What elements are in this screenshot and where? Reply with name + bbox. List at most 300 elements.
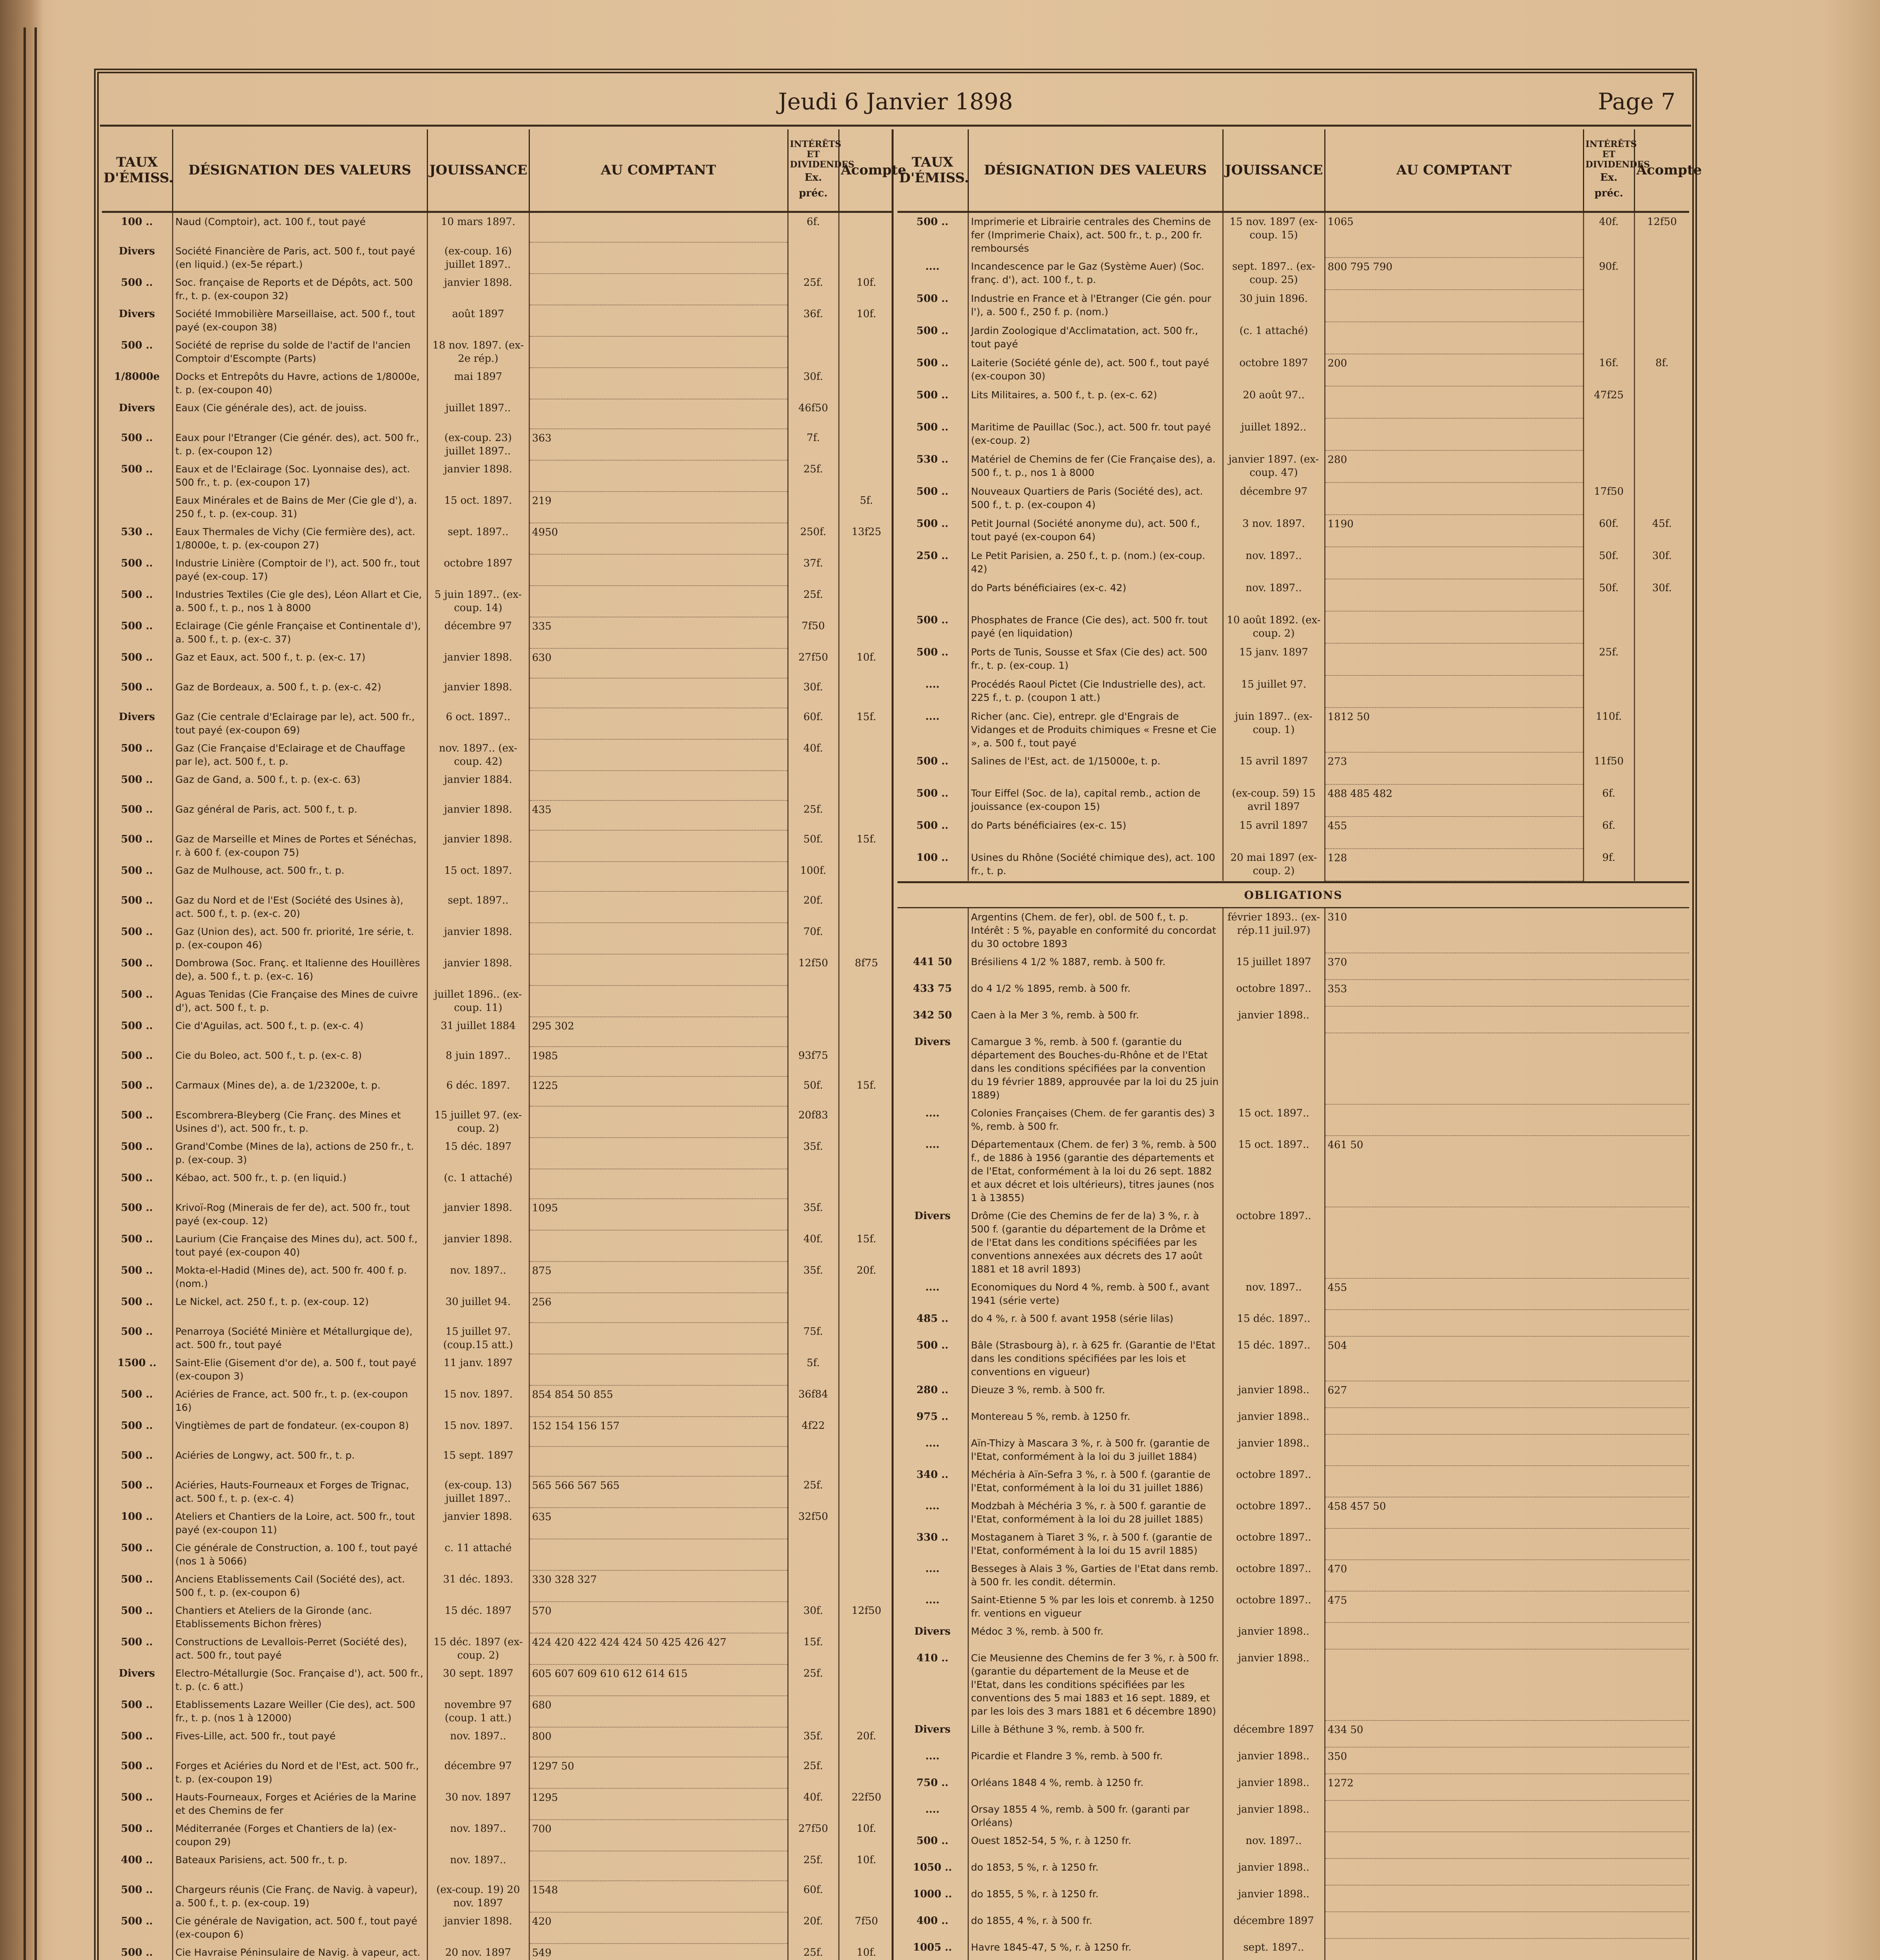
- row-prices: [529, 739, 788, 771]
- row-taux: 500 ..: [102, 1757, 172, 1788]
- row-prices: [1325, 1033, 1689, 1104]
- row-prices: [529, 1138, 788, 1169]
- row-jouissance: 30 juillet 94.: [427, 1293, 529, 1323]
- row-jouissance: (ex-coup. 13) juillet 1897..: [427, 1476, 529, 1508]
- row-ex-prec: 25f.: [788, 1476, 839, 1508]
- row-jouissance: janvier 1898..: [1223, 1408, 1325, 1434]
- page-date: Jeudi 6 Janvier 1898: [778, 88, 1013, 115]
- row-jouissance: (ex-coup. 23) juillet 1897..: [427, 429, 529, 460]
- row-ex-prec: 60f.: [1583, 515, 1634, 547]
- table-row: [102, 242, 894, 274]
- table-row: [897, 450, 1689, 483]
- table-row: [102, 1047, 894, 1076]
- page-header: [100, 76, 1691, 123]
- row-prices: 363: [529, 429, 788, 460]
- table-row: [897, 1104, 1689, 1136]
- table-row: [897, 579, 1689, 611]
- row-ex-prec: 27f50: [788, 648, 839, 678]
- row-designation: Phosphates de France (Cie des), act. 500 fr. tout payé (en liquidation): [968, 611, 1223, 643]
- table-row: [102, 1602, 894, 1633]
- row-designation: Dieuze 3 %, remb. à 500 fr.: [968, 1381, 1223, 1408]
- row-taux: 1050 ..: [897, 1858, 968, 1885]
- row-prices: 605 607 609 610 612 614 615: [529, 1664, 788, 1696]
- row-jouissance: 15 oct. 1897..: [1223, 1136, 1325, 1207]
- row-acompte: 7f50: [855, 1915, 878, 1927]
- row-prices: [1325, 1858, 1689, 1885]
- row-acompte: [839, 1757, 894, 1788]
- row-designation: Procédés Raoul Pictet (Cie Industrielle des), act. 225 f., t. p. (coupon 1 att.): [968, 675, 1223, 708]
- row-acompte: [839, 1047, 894, 1076]
- table-row: [897, 1006, 1689, 1033]
- row-designation: Aciéries de France, act. 500 fr., t. p. (ex-coupon 16): [172, 1385, 427, 1417]
- table-row: [897, 1278, 1689, 1310]
- row-ex-prec: 60f.: [788, 708, 839, 739]
- row-jouissance: 20 nov. 1897: [427, 1944, 529, 1960]
- table-row: [102, 1570, 894, 1602]
- table-row: [102, 954, 894, 985]
- row-acompte: 10f.: [856, 1854, 876, 1866]
- row-prices: [529, 771, 788, 800]
- row-taux: 500 ..: [102, 1138, 172, 1169]
- col-interets: INTÉRÊTS ET DIVIDENDES: [1585, 139, 1650, 170]
- row-prices: [1325, 675, 1583, 708]
- row-jouissance: 15 nov. 1897 (ex-coup. 15): [1223, 212, 1325, 258]
- row-prices: [529, 399, 788, 429]
- row-prices: 1295: [529, 1788, 788, 1820]
- table-row: [102, 1017, 894, 1047]
- row-prices: 256: [529, 1293, 788, 1323]
- table-row: [897, 1591, 1689, 1622]
- row-prices: [529, 862, 788, 891]
- row-prices: 455: [1325, 1278, 1689, 1310]
- row-acompte: 8f.: [1655, 357, 1669, 369]
- table-row: [102, 771, 894, 800]
- row-taux: 500 ..: [102, 1076, 172, 1106]
- row-acompte: [839, 800, 894, 830]
- row-prices: [529, 554, 788, 586]
- row-jouissance: janvier 1898..: [1223, 1858, 1325, 1885]
- row-taux: 500 ..: [102, 771, 172, 800]
- row-prices: [529, 368, 788, 399]
- row-taux: 1/8000e: [102, 368, 172, 399]
- row-ex-prec: 32f50: [788, 1508, 839, 1539]
- table-row: [102, 1446, 894, 1476]
- row-jouissance: 20 mai 1897 (ex-coup. 2): [1223, 849, 1325, 881]
- row-acompte: [839, 739, 894, 771]
- row-jouissance: 15 sept. 1897: [427, 1446, 529, 1476]
- row-designation: Eaux (Cie générale des), act. de jouiss.: [172, 399, 427, 429]
- row-acompte: [1634, 784, 1689, 817]
- row-jouissance: sept. 1897..: [427, 523, 529, 554]
- row-jouissance: 5 juin 1897.. (ex-coup. 14): [427, 586, 529, 617]
- table-row: [897, 1720, 1689, 1747]
- row-acompte: 10f.: [856, 1947, 876, 1958]
- table-row: [102, 1230, 894, 1261]
- row-prices: [529, 891, 788, 923]
- table-row: [897, 708, 1689, 752]
- row-designation: Anciens Etablissements Cail (Société des), act. 500 f., t. p. (ex-coupon 6): [172, 1570, 427, 1602]
- row-designation: Cie du Boleo, act. 500 f., t. p. (ex-c. 8): [172, 1047, 427, 1076]
- col-taux: TAUX D'ÉMISS.: [897, 129, 968, 212]
- row-taux: Divers: [102, 1664, 172, 1696]
- row-taux: 975 ..: [897, 1408, 968, 1434]
- row-jouissance: 15 avril 1897: [1223, 817, 1325, 849]
- row-designation: Eaux et de l'Eclairage (Soc. Lyonnaise des), act. 500 fr., t. p. (ex-coupon 17): [172, 460, 427, 492]
- row-designation: Electro-Métallurgie (Soc. Française d'), act. 500 fr., t. p. (c. 6 att.): [172, 1664, 427, 1696]
- table-row: [102, 1851, 894, 1881]
- row-taux: 400 ..: [897, 1912, 968, 1938]
- row-taux: 500 ..: [102, 1788, 172, 1820]
- row-ex-prec: 7f50: [788, 617, 839, 648]
- row-prices: 1065: [1325, 212, 1583, 258]
- row-ex-prec: 20f83: [788, 1106, 839, 1138]
- row-jouissance: janvier 1898..: [1223, 1381, 1325, 1408]
- row-acompte: 10f.: [856, 308, 876, 320]
- row-designation: Chantiers et Ateliers de la Gironde (anc. Etablissements Bichon frères): [172, 1602, 427, 1633]
- table-row: [102, 739, 894, 771]
- row-taux: 100 ..: [102, 1508, 172, 1539]
- row-prices: 1225: [529, 1076, 788, 1106]
- table-row: [897, 1858, 1689, 1885]
- row-designation: Eclairage (Cie génle Française et Continentale d'), a. 500 f., t. p. (ex-c. 37): [172, 617, 427, 648]
- row-designation: Havre 1845-47, 5 %, r. à 1250 fr.: [968, 1938, 1223, 1960]
- row-jouissance: 30 sept. 1897: [427, 1664, 529, 1696]
- row-taux: 500 ..: [102, 1820, 172, 1851]
- row-designation: Eaux pour l'Etranger (Cie génér. des), act. 500 fr., t. p. (ex-coupon 12): [172, 429, 427, 460]
- row-acompte: [1634, 817, 1689, 849]
- row-designation: Modzbah à Méchéria 3 %, r. à 500 f. garantie de l'Etat, conformément à la loi du 28 juillet 1885): [968, 1497, 1223, 1528]
- obligation-rows: [897, 908, 1689, 1960]
- row-ex-prec: [788, 1539, 839, 1570]
- row-ex-prec: 37f.: [788, 554, 839, 586]
- row-designation: Ateliers et Chantiers de la Loire, act. 500 fr., tout payé (ex-coupon 11): [172, 1508, 427, 1539]
- table-row: [897, 817, 1689, 849]
- row-prices: [1325, 483, 1583, 515]
- table-row: [897, 1774, 1689, 1800]
- row-designation: Camargue 3 %, remb. à 500 f. (garantie du département des Bouches-du-Rhône et de l'Etat dans les conditions spécifiées par la convention du 19 février 1889, approuvée par la loi du 25 juin 1889): [968, 1033, 1223, 1104]
- row-prices: 1548: [529, 1881, 788, 1912]
- row-taux: 500 ..: [102, 460, 172, 492]
- row-ex-prec: 50f.: [788, 1076, 839, 1106]
- table-row: [102, 1138, 894, 1169]
- row-ex-prec: 25f.: [788, 1944, 839, 1960]
- row-taux: ....: [897, 1560, 968, 1591]
- row-prices: 1095: [529, 1199, 788, 1230]
- row-taux: [102, 492, 172, 523]
- table-row: [897, 784, 1689, 817]
- row-taux: 500 ..: [102, 1417, 172, 1446]
- row-taux: Divers: [897, 1207, 968, 1278]
- row-prices: 420: [529, 1912, 788, 1944]
- row-prices: 800: [529, 1727, 788, 1757]
- row-prices: [1325, 579, 1583, 611]
- row-prices: 635: [529, 1508, 788, 1539]
- row-prices: 335: [529, 617, 788, 648]
- row-jouissance: octobre 1897..: [1223, 1560, 1325, 1591]
- row-acompte: 13f25: [851, 526, 881, 538]
- table-row: [102, 1261, 894, 1293]
- row-ex-prec: 93f75: [788, 1047, 839, 1076]
- row-jouissance: octobre 1897..: [1223, 1528, 1325, 1560]
- table-row: [102, 429, 894, 460]
- row-taux: 280 ..: [897, 1381, 968, 1408]
- row-designation: Docks et Entrepôts du Havre, actions de 1/8000e, t. p. (ex-coupon 40): [172, 368, 427, 399]
- row-acompte: [839, 923, 894, 954]
- table-row: [102, 1912, 894, 1944]
- row-jouissance: janvier 1898..: [1223, 1434, 1325, 1466]
- row-taux: ....: [897, 708, 968, 752]
- row-designation: Bateaux Parisiens, act. 500 fr., t. p.: [172, 1851, 427, 1881]
- row-ex-prec: 7f.: [788, 429, 839, 460]
- row-designation: Gaz (Cie Française d'Eclairage et de Chauffage par le), act. 500 f., t. p.: [172, 739, 427, 771]
- row-taux: 500 ..: [102, 923, 172, 954]
- row-taux: 500 ..: [102, 678, 172, 708]
- row-prices: [529, 1230, 788, 1261]
- row-designation: Laiterie (Société génle de), act. 500 f., tout payé (ex-coupon 30): [968, 354, 1223, 386]
- row-ex-prec: [1583, 450, 1634, 483]
- row-acompte: [839, 1417, 894, 1446]
- row-jouissance: nov. 1897.. (ex-coup. 42): [427, 739, 529, 771]
- row-designation: Médoc 3 %, remb. à 500 fr.: [968, 1622, 1223, 1649]
- row-designation: Penarroya (Société Minière et Métallurgique de), act. 500 fr., tout payé: [172, 1323, 427, 1354]
- row-ex-prec: 6f.: [1583, 784, 1634, 817]
- table-row: [897, 322, 1689, 354]
- row-prices: [1325, 1207, 1689, 1278]
- row-ex-prec: 50f.: [1583, 579, 1634, 611]
- row-designation: Brésiliens 4 1/2 % 1887, remb. à 500 fr.: [968, 953, 1223, 980]
- row-designation: Laurium (Cie Française des Mines du), act. 500 f., tout payé (ex-coupon 40): [172, 1230, 427, 1261]
- row-ex-prec: 40f.: [788, 739, 839, 771]
- row-jouissance: décembre 97: [427, 617, 529, 648]
- row-prices: 350: [1325, 1747, 1689, 1774]
- row-taux: 500 ..: [897, 290, 968, 322]
- row-acompte: [839, 1570, 894, 1602]
- row-taux: 500 ..: [897, 1336, 968, 1381]
- row-designation: Ouest 1852-54, 5 %, r. à 1250 fr.: [968, 1832, 1223, 1858]
- row-taux: 500 ..: [102, 1476, 172, 1508]
- row-taux: 400 ..: [102, 1851, 172, 1881]
- row-prices: 434 50: [1325, 1720, 1689, 1747]
- table-row: [897, 1207, 1689, 1278]
- row-designation: Société Financière de Paris, act. 500 f., tout payé (en liquid.) (ex-5e répart.): [172, 242, 427, 274]
- row-taux: 433 75: [897, 980, 968, 1006]
- row-prices: 152 154 156 157: [529, 1417, 788, 1446]
- table-row: [897, 675, 1689, 708]
- row-taux: 500 ..: [102, 1293, 172, 1323]
- row-acompte: [839, 985, 894, 1017]
- row-ex-prec: 40f.: [788, 1230, 839, 1261]
- row-ex-prec: 25f.: [1583, 643, 1634, 675]
- row-acompte: [839, 336, 894, 368]
- row-ex-prec: 36f84: [788, 1385, 839, 1417]
- row-jouissance: 8 juin 1897..: [427, 1047, 529, 1076]
- row-acompte: 12f50: [1647, 216, 1677, 228]
- row-prices: 424 420 422 424 424 50 425 426 427: [529, 1633, 788, 1664]
- row-jouissance: nov. 1897..: [1223, 547, 1325, 579]
- row-jouissance: 15 juillet 97. (coup.15 att.): [427, 1323, 529, 1354]
- row-prices: [1325, 1938, 1689, 1960]
- row-jouissance: janvier 1898..: [1223, 1649, 1325, 1720]
- row-designation: Aïn-Thizy à Mascara 3 %, r. à 500 fr. (garantie de l'Etat, conformément à la loi du 3 juillet 1884): [968, 1434, 1223, 1466]
- row-designation: Gaz de Bordeaux, a. 500 f., t. p. (ex-c. 42): [172, 678, 427, 708]
- row-prices: [1325, 1006, 1689, 1033]
- col-designation: DÉSIGNATION DES VALEURS: [968, 129, 1223, 212]
- table-row: [102, 1323, 894, 1354]
- row-taux: ....: [897, 1104, 968, 1136]
- row-prices: 273: [1325, 752, 1583, 784]
- row-ex-prec: 47f25: [1583, 386, 1634, 418]
- row-jouissance: août 1897: [427, 305, 529, 336]
- row-designation: Orsay 1855 4 %, remb. à 500 fr. (garanti par Orléans): [968, 1800, 1223, 1832]
- table-row: [102, 1293, 894, 1323]
- table-row: [102, 1508, 894, 1539]
- table-row: [102, 1633, 894, 1664]
- row-designation: Eaux Thermales de Vichy (Cie fermière des), act. 1/8000e, t. p. (ex-coupon 27): [172, 523, 427, 554]
- row-acompte: [839, 1169, 894, 1199]
- row-jouissance: octobre 1897: [427, 554, 529, 586]
- row-acompte: 45f.: [1652, 518, 1672, 530]
- table-row: [102, 678, 894, 708]
- row-jouissance: 15 juillet 97. (ex-coup. 2): [427, 1106, 529, 1138]
- row-jouissance: (ex-coup. 16) juillet 1897..: [427, 242, 529, 274]
- row-prices: [529, 1323, 788, 1354]
- row-designation: Carmaux (Mines de), a. de 1/23200e, t. p.: [172, 1076, 427, 1106]
- row-acompte: 10f.: [856, 277, 876, 289]
- row-jouissance: sept. 1897..: [1223, 1938, 1325, 1960]
- row-designation: Colonies Françaises (Chem. de fer garantis des) 3 %, remb. à 500 fr.: [968, 1104, 1223, 1136]
- row-ex-prec: 25f.: [788, 460, 839, 492]
- table-row: [102, 648, 894, 678]
- row-designation: Gaz de Mulhouse, act. 500 fr., t. p.: [172, 862, 427, 891]
- table-row: [897, 752, 1689, 784]
- row-taux: 500 ..: [102, 1881, 172, 1912]
- row-taux: ....: [897, 1434, 968, 1466]
- row-acompte: [839, 1138, 894, 1169]
- row-taux: 500 ..: [102, 1570, 172, 1602]
- row-jouissance: 6 déc. 1897.: [427, 1076, 529, 1106]
- table-row: [102, 1757, 894, 1788]
- row-designation: Industries Textiles (Cie gle des), Léon Allart et Cie, a. 500 f., t. p., nos 1 à 8000: [172, 586, 427, 617]
- row-prices: [1325, 1622, 1689, 1649]
- row-jouissance: juin 1897.. (ex-coup. 1): [1223, 708, 1325, 752]
- row-taux: 500 ..: [897, 212, 968, 258]
- row-taux: 500 ..: [102, 336, 172, 368]
- row-prices: [1325, 322, 1583, 354]
- table-row: [897, 611, 1689, 643]
- row-taux: 500 ..: [102, 1539, 172, 1570]
- row-ex-prec: 75f.: [788, 1323, 839, 1354]
- left-rows: [102, 212, 894, 1960]
- row-prices: 330 328 327: [529, 1570, 788, 1602]
- table-row: [102, 1476, 894, 1508]
- row-taux: 500 ..: [102, 1944, 172, 1960]
- row-ex-prec: 30f.: [788, 368, 839, 399]
- row-jouissance: décembre 97: [427, 1757, 529, 1788]
- row-designation: Gaz (Union des), act. 500 fr. priorité, 1re série, t. p. (ex-coupon 46): [172, 923, 427, 954]
- row-acompte: 20f.: [856, 1265, 876, 1276]
- table-row: [897, 1832, 1689, 1858]
- row-prices: [529, 242, 788, 274]
- table-row: [897, 1622, 1689, 1649]
- row-designation: Nouveaux Quartiers de Paris (Société des), act. 500 f., t. p. (ex-coupon 4): [968, 483, 1223, 515]
- row-acompte: 22f50: [851, 1791, 881, 1803]
- row-jouissance: janvier 1884.: [427, 771, 529, 800]
- row-designation: Le Nickel, act. 250 f., t. p. (ex-coup. 12): [172, 1293, 427, 1323]
- row-prices: [529, 460, 788, 492]
- row-jouissance: janvier 1898..: [1223, 1747, 1325, 1774]
- row-designation: Aguas Tenidas (Cie Française des Mines de cuivre d'), act. 500 f., t. p.: [172, 985, 427, 1017]
- row-designation: Incandescence par le Gaz (Système Auer) (Soc. franç. d'), act. 100 f., t. p.: [968, 258, 1223, 290]
- row-designation: Grand'Combe (Mines de la), actions de 250 fr., t. p. (ex-coup. 3): [172, 1138, 427, 1169]
- row-acompte: [839, 368, 894, 399]
- left-table: [102, 129, 906, 1960]
- row-acompte: 30f.: [1652, 582, 1672, 594]
- row-taux: 500 ..: [102, 1230, 172, 1261]
- row-acompte: 20f.: [856, 1730, 876, 1742]
- row-jouissance: 10 mars 1897.: [427, 212, 529, 243]
- row-acompte: [1634, 322, 1689, 354]
- row-acompte: 15f.: [856, 711, 876, 723]
- row-prices: 475: [1325, 1591, 1689, 1622]
- row-ex-prec: 110f.: [1583, 708, 1634, 752]
- row-acompte: [839, 1476, 894, 1508]
- row-prices: [1325, 547, 1583, 579]
- row-taux: 100 ..: [897, 849, 968, 881]
- row-acompte: [839, 1199, 894, 1230]
- row-jouissance: janvier 1898..: [1223, 1006, 1325, 1033]
- row-designation: Richer (anc. Cie), entrepr. gle d'Engrais de Vidanges et de Produits chimiques « Fresne et Cie », a. 500 f., tout payé: [968, 708, 1223, 752]
- row-prices: 570: [529, 1602, 788, 1633]
- row-designation: Industrie Linière (Comptoir de l'), act. 500 fr., tout payé (ex-coup. 17): [172, 554, 427, 586]
- row-jouissance: janvier 1898.: [427, 800, 529, 830]
- row-prices: [1325, 418, 1583, 450]
- row-taux: 410 ..: [897, 1649, 968, 1720]
- col-acompte: Acompte: [839, 129, 894, 212]
- row-designation: Hauts-Fourneaux, Forges et Aciéries de la Marine et des Chemins de fer: [172, 1788, 427, 1820]
- row-jouissance: 15 déc. 1897: [427, 1138, 529, 1169]
- row-ex-prec: 6f.: [788, 212, 839, 243]
- row-ex-prec: 5f.: [788, 1354, 839, 1385]
- header-rule: [100, 125, 1691, 127]
- table-row: [102, 336, 894, 368]
- table-row: [102, 1696, 894, 1727]
- row-ex-prec: [1583, 675, 1634, 708]
- row-prices: 680: [529, 1696, 788, 1727]
- row-acompte: [839, 212, 894, 243]
- row-prices: [529, 305, 788, 336]
- row-ex-prec: [788, 985, 839, 1017]
- row-jouissance: janvier 1898.: [427, 460, 529, 492]
- table-row: [897, 1747, 1689, 1774]
- row-prices: [1325, 1800, 1689, 1832]
- row-jouissance: 11 janv. 1897: [427, 1354, 529, 1385]
- row-taux: 500 ..: [897, 322, 968, 354]
- row-taux: ....: [897, 258, 968, 290]
- table-row: [897, 1466, 1689, 1497]
- table-row: [897, 418, 1689, 450]
- table-row: [102, 708, 894, 739]
- row-designation: Chargeurs réunis (Cie Franç. de Navig. à vapeur), a. 500 f., t. p. (ex-coup. 19): [172, 1881, 427, 1912]
- table-row: [102, 923, 894, 954]
- table-row: [102, 1881, 894, 1912]
- row-taux: [897, 579, 968, 611]
- row-ex-prec: 36f.: [788, 305, 839, 336]
- row-designation: Saint-Elie (Gisement d'or de), a. 500 f., tout payé (ex-coupon 3): [172, 1354, 427, 1385]
- row-prices: [1325, 1649, 1689, 1720]
- row-designation: Société de reprise du solde de l'actif de l'ancien Comptoir d'Escompte (Parts): [172, 336, 427, 368]
- row-acompte: [839, 399, 894, 429]
- table-row: [897, 1136, 1689, 1207]
